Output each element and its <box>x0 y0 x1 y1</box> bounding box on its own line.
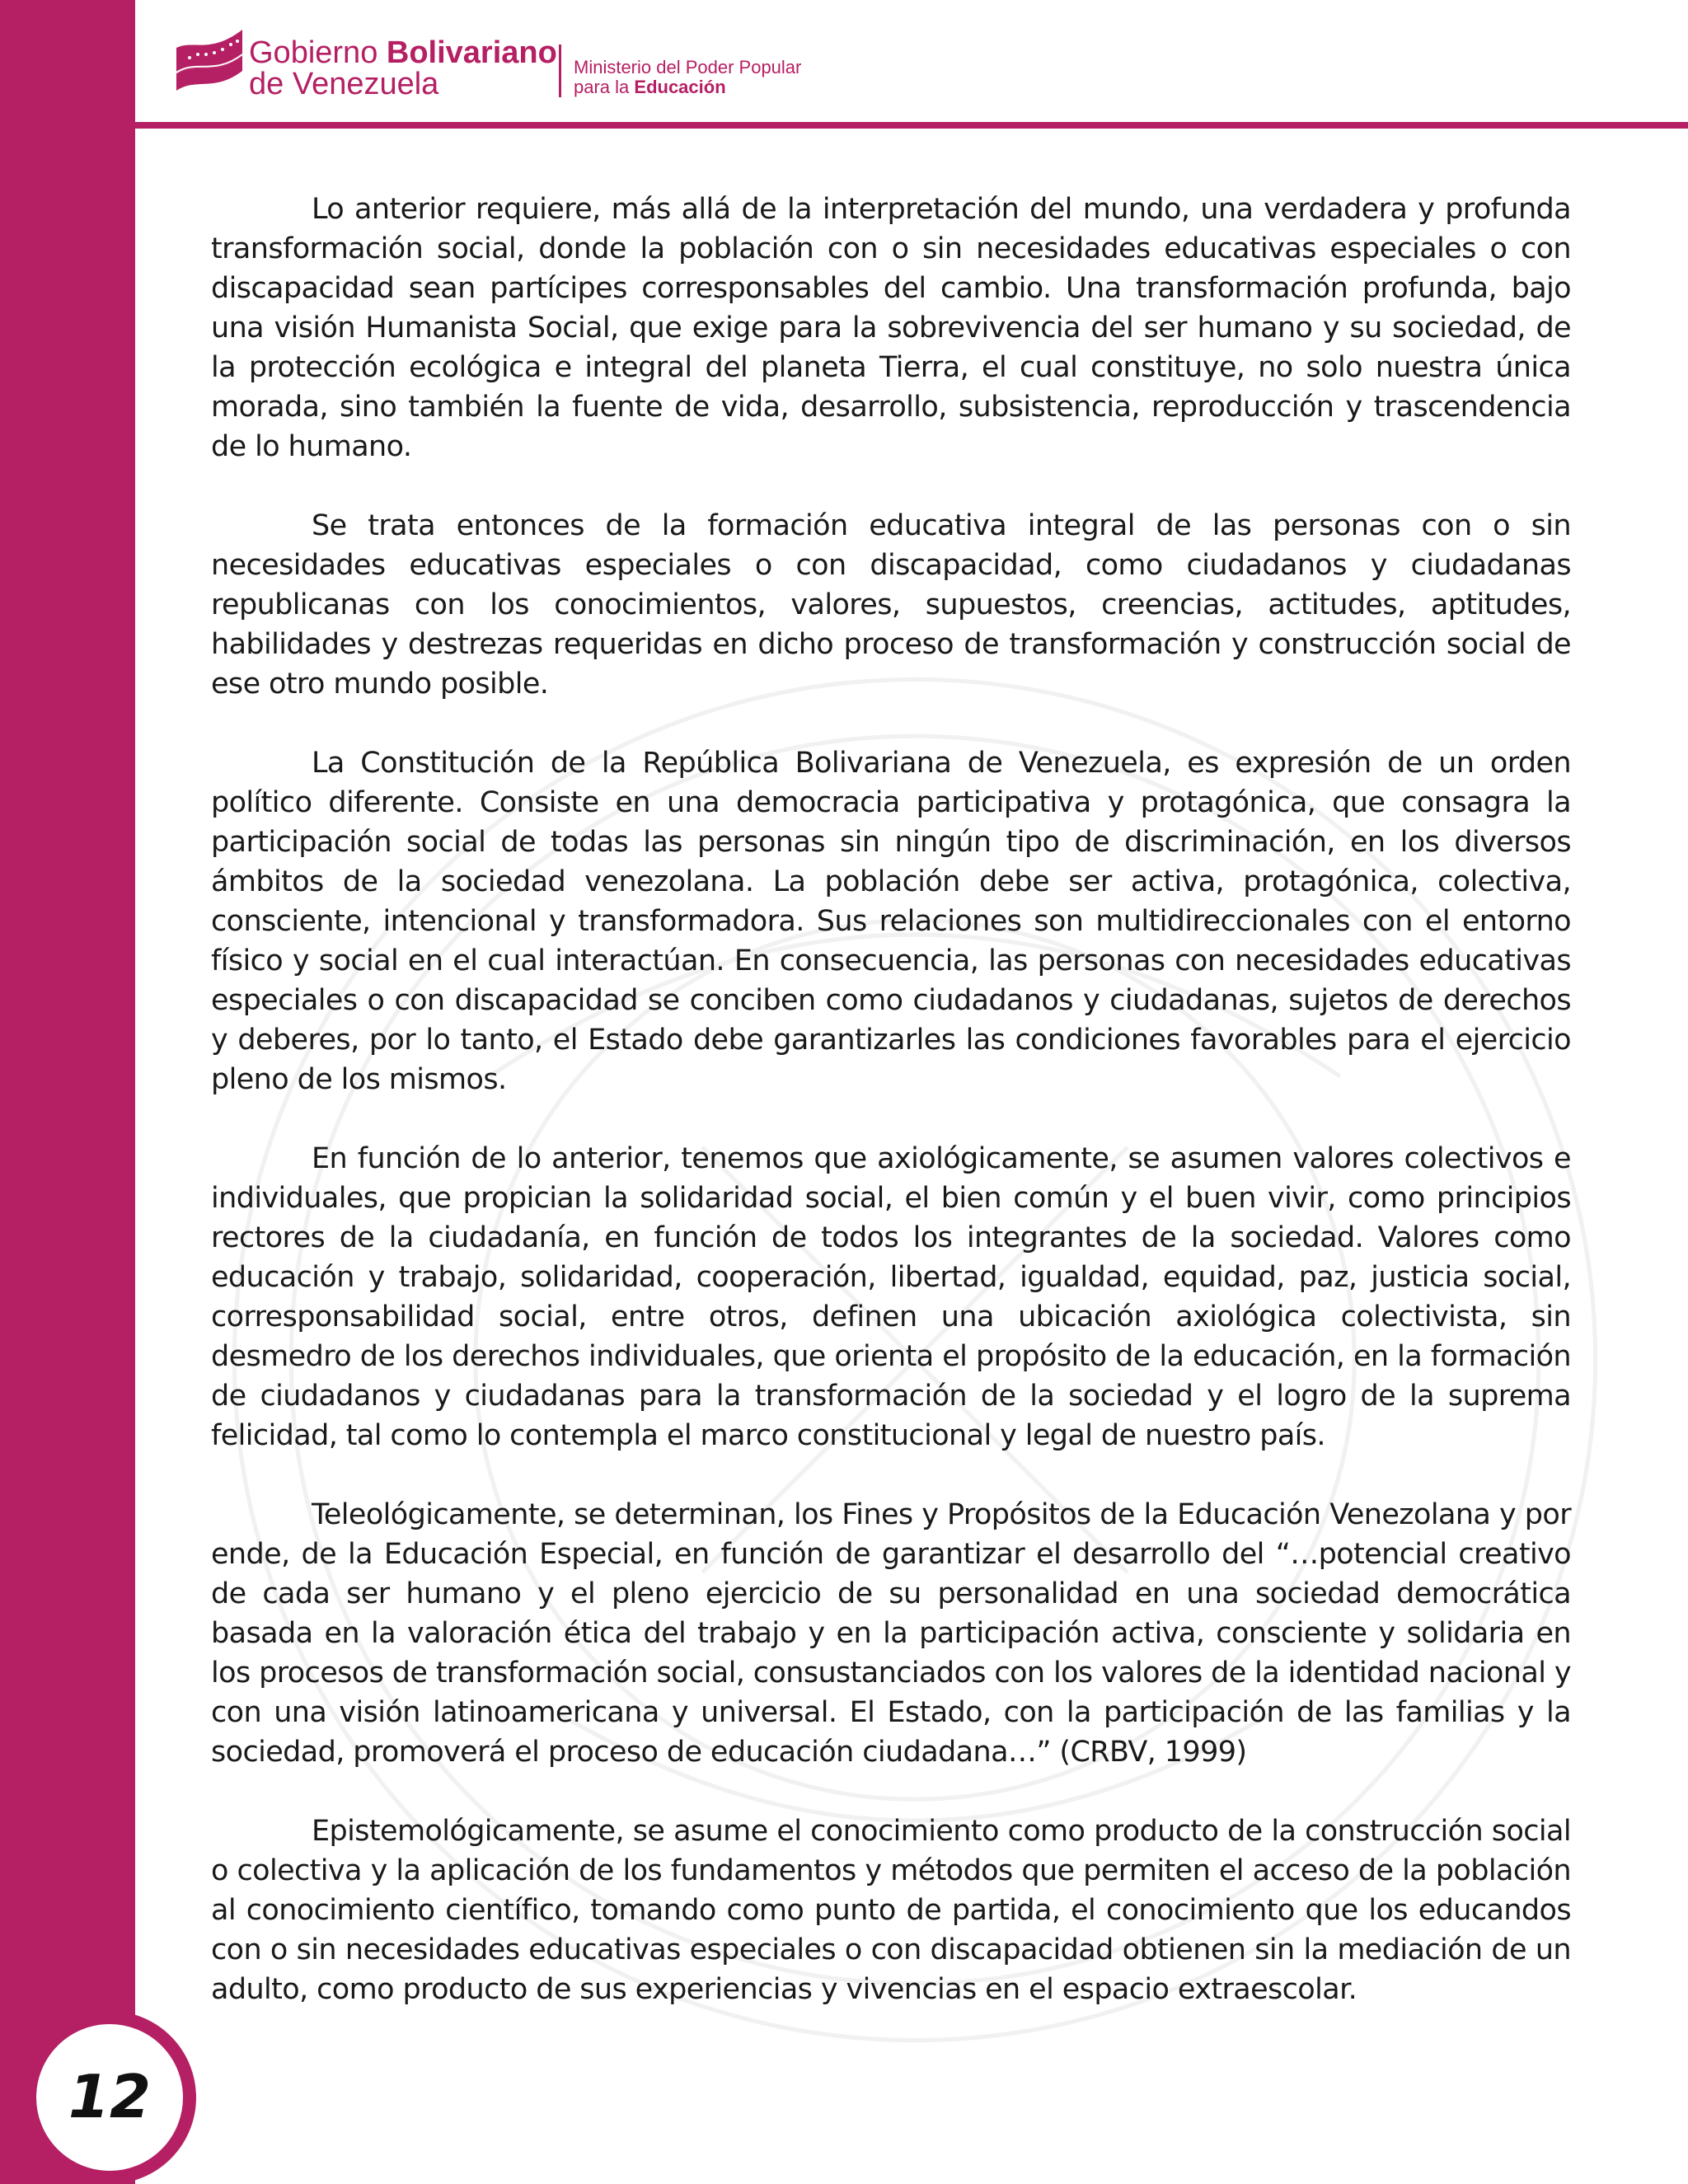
document-body <box>211 190 1571 2049</box>
paragraph: En función de lo anterior, tenemos que axiológicamente, se asumen valores colectivos e individuales, que propician la solidaridad social, el bien común y el buen vivir, como principios rectores de la ciudadanía, en función de todos los integrantes de la sociedad. Valores como educación y trabajo, solidaridad, cooperación, libertad, igualdad, equidad, paz, justicia social, corresponsabilidad social, entre otros, definen una ubicación axiológica colectivista, sin desmedro de los derechos individuales, que orienta el propósito de la educación, en la formación de ciudadanos y ciudadanas para la transformación de la sociedad y el logro de la suprema felicidad, tal como lo contempla el marco constitucional y legal de nuestro país. <box>211 1142 1571 1452</box>
header-rule <box>135 122 1688 129</box>
page-header <box>173 16 915 107</box>
ministry-name: Ministerio del Poder Popular para la Educación <box>574 57 802 97</box>
paragraph: Lo anterior requiere, más allá de la interpretación del mundo, una verdadera y profunda transformación social, donde la población con o sin necesidades educativas especiales o con discapacidad sean partícipes corresponsables del cambio. Una transformación profunda, bajo una visión Humanista Social, que exige para la sobrevivencia del ser humano y su sociedad, de la protección ecológica e integral del planeta Tierra, el cual constituye, no solo nuestra única morada, sino también la fuente de vida, desarrollo, subsistencia, reproducción y trascendencia de lo humano. <box>211 193 1571 463</box>
venezuela-flag-icon <box>173 23 247 97</box>
page-number-badge <box>23 2011 196 2184</box>
left-sidebar-band <box>0 0 135 2184</box>
government-name: Gobierno Bolivariano de Venezuela <box>249 35 557 101</box>
page-number: 12 <box>68 2062 152 2131</box>
paragraph: Se trata entonces de la formación educativa integral de las personas con o sin necesidades educativas especiales o con discapacidad, como ciudadanos y ciudadanas republicanas con los conocimientos, valores, supuestos, creencias, actitudes, aptitudes, habilidades y destrezas requeridas en dicho proceso de transformación y construcción social de ese otro mundo posible. <box>211 509 1571 701</box>
paragraph: Teleológicamente, se determinan, los Fines y Propósitos de la Educación Venezolana y por ende, de la Educación Especial, en función de garantizar el desarrollo del “…potencial creativo de cada ser humano y el pleno ejercicio de su personalidad en una sociedad democrática basada en la valoración ética del trabajo y en la participación activa, consciente y solidaria en los procesos de transformación social, consustanciados con los valores de la identidad nacional y con una visión latinoamericana y universal. El Estado, con la participación de las familias y la sociedad, promoverá el proceso de educación ciudadana…” (CRBV, 1999) <box>211 1498 1571 1769</box>
paragraph: Epistemológicamente, se asume el conocimiento como producto de la construcción social o colectiva y la aplicación de los fundamentos y métodos que permiten el acceso de la población al conocimiento científico, tomando como punto de partida, el conocimiento que los educandos con o sin necesidades educativas especiales o con discapacidad obtienen sin la mediación de un adulto, como producto de sus experiencias y vivencias en el espacio extraescolar. <box>211 1815 1571 2006</box>
paragraph: La Constitución de la República Bolivariana de Venezuela, es expresión de un orden político diferente. Consiste en una democracia participativa y protagónica, que consagra la participación social de todas las personas sin ningún tipo de discriminación, en los diversos ámbitos de la sociedad venezolana. La población debe ser activa, protagónica, colectiva, consciente, intencional y transformadora. Sus relaciones son multidireccionales con el entorno físico y social en el cual interactúan. En consecuencia, las personas con necesidades educativas especiales o con discapacidad se conciben como ciudadanos y ciudadanas, sujetos de derechos y deberes, por lo tanto, el Estado debe garantizarles las condiciones favorables para el ejercicio pleno de los mismos. <box>211 747 1571 1096</box>
header-divider <box>559 45 561 97</box>
